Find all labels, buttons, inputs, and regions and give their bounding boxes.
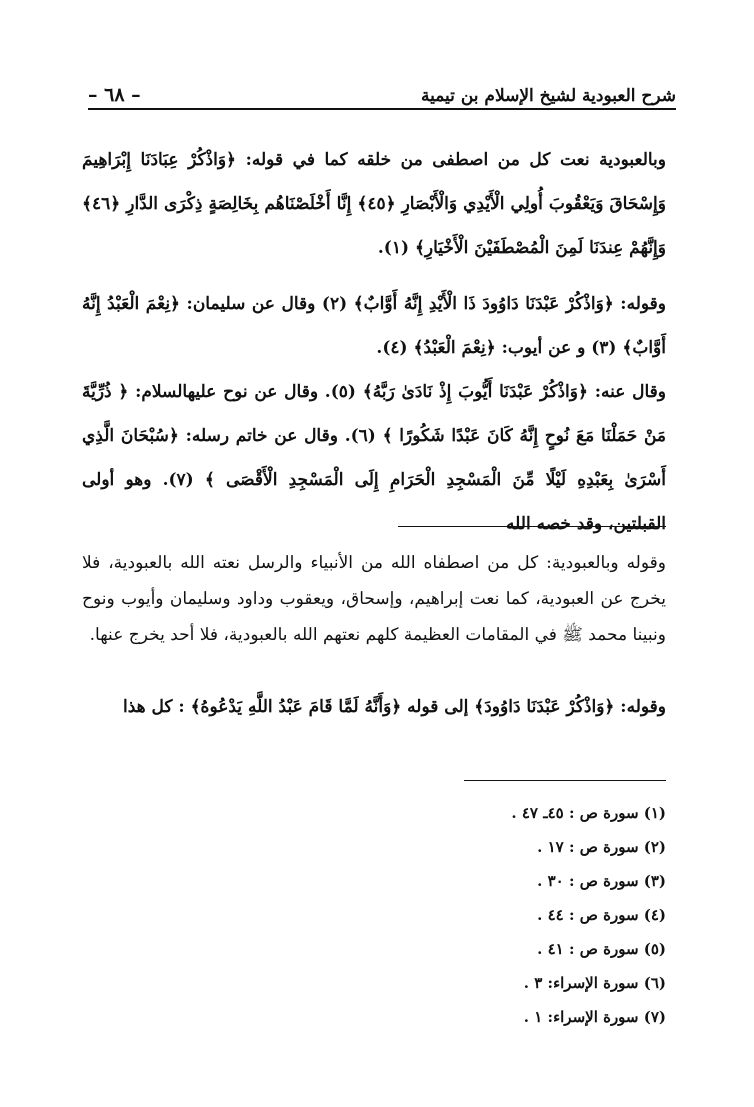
commentary-paragraph: وقوله: ﴿وَاذْكُرْ عَبْدَنَا دَاوُودَ﴾ إلى قوله ﴿وَأَنَّهُ لَمَّا قَامَ عَبْدُ اللَّهِ يَدْعُوهُ﴾ : كل هذا: [122, 697, 666, 717]
footnote: (٢) سورة ص : ١٧ .: [537, 838, 666, 856]
body-paragraph: وقال عنه: ﴿وَاذْكُرْ عَبْدَنَا أَيُّوبَ إِذْ نَادَىٰ رَبَّهُ﴾ (٥). وقال عن نوح عليهالسلام: ﴿ ذُرِّيَّةَ مَنْ حَمَلْنَا مَعَ نُوحٍ إِنَّهُ كَانَ عَبْدًا شَكُورًا ﴾ (٦). وقال عن خاتم رسله: ﴿سُبْحَانَ الَّذِي أَسْرَىٰ بِعَبْدِهِ لَيْلًا مِّنَ الْمَسْجِدِ الْحَرَامِ إِلَى الْمَسْجِدِ الْأَقْصَى ﴾ (٧). وهو أولى القبلتين، وقد خصه الله: [82, 382, 667, 534]
section-divider: [398, 526, 666, 527]
body-paragraph: وبالعبودية نعت كل من اصطفى من خلقه كما في قوله: ﴿وَاذْكُرْ عِبَادَنَا إِبْرَاهِيمَ وَإِسْحَاقَ وَيَعْقُوبَ أُولِي الْأَيْدِي وَالْأَبْصَارِ ﴿٤٥﴾ إِنَّا أَخْلَصْنَاهُم بِخَالِصَةٍ ذِكْرَى الدَّارِ ﴿٤٦﴾ وَإِنَّهُمْ عِندَنَا لَمِنَ الْمُصْطَفَيْنَ الْأَخْيَارِ﴾ (١).: [82, 150, 666, 258]
body-paragraph: وقوله: ﴿وَاذْكُرْ عَبْدَنَا دَاوُودَ ذَا الْأَيْدِ إِنَّهُ أَوَّابٌ﴾ (٢) وقال عن سليمان: ﴿نِعْمَ الْعَبْدُ إِنَّهُ أَوَّابٌ﴾ (٣) و عن أيوب: ﴿نِعْمَ الْعَبْدُ﴾ (٤).: [82, 294, 666, 358]
running-title: شرح العبودية لشيخ الإسلام بن تيمية: [420, 86, 676, 106]
footnote: (٧) سورة الإسراء: ١ .: [523, 1008, 666, 1026]
footnote-divider: [464, 780, 666, 781]
footnote: (٦) سورة الإسراء: ٣ .: [523, 974, 666, 992]
commentary-paragraph: وقوله وبالعبودية: كل من اصطفاه الله من الأنبياء والرسل نعته الله بالعبودية، فلا يخرج عن العبودية، كما نعت إبراهيم، وإسحاق، ويعقوب وداود وسليمان وأيوب ونوح ونبينا محمد ﷺ في المقامات العظيمة كلهم نعتهم الله بالعبودية، فلا أحد يخرج عنها.: [82, 553, 666, 645]
page-header: [88, 78, 676, 110]
page-number: – ٦٨ –: [88, 84, 141, 106]
footnote: (٥) سورة ص : ٤١ .: [537, 940, 666, 958]
footnote: (٣) سورة ص : ٣٠ .: [537, 872, 666, 890]
footnotes-list: [366, 796, 666, 1034]
footnote: (٤) سورة ص : ٤٤ .: [537, 906, 666, 924]
footnote: (١) سورة ص : ٤٥ـ ٤٧ .: [511, 804, 666, 822]
